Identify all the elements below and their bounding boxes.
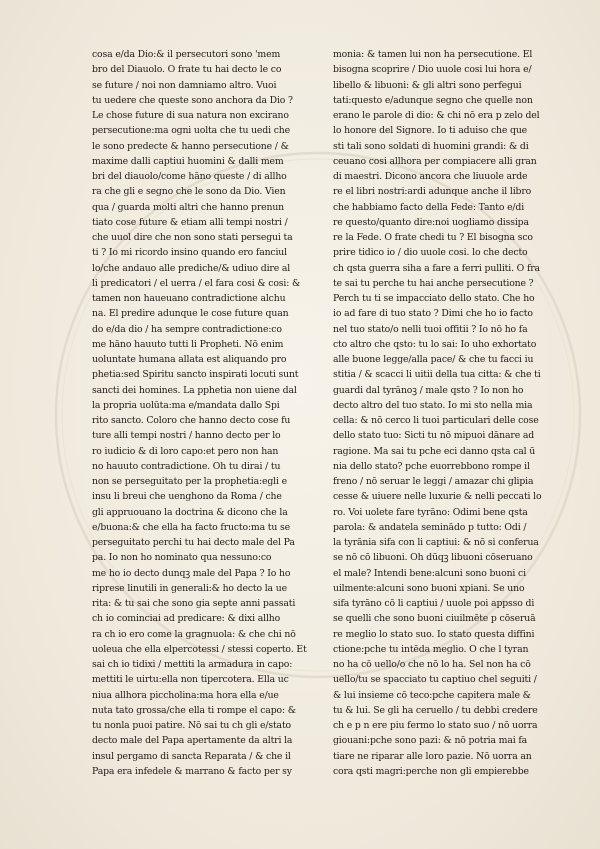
text-line: ture alli tempi nostri / hanno decto per lo xyxy=(92,430,281,442)
text-line: perseguitato perchi tu hai decto male del Pa xyxy=(92,537,295,548)
text-line: tamen non haueuano contradictione alchu xyxy=(92,293,286,304)
text-line: giouani:pche sono pazi: & nō potria mai fa xyxy=(333,735,528,747)
text-line: Le chose future di sua natura non excirano xyxy=(92,110,289,121)
text-line: se future / noi non damniamo altro. Vuoi xyxy=(92,79,277,91)
text-line: ragione. Ma sai tu pche eci danno qsta cal ū xyxy=(333,445,536,457)
text-line: tiare ne riparar alle loro pazie. Nō uorra an xyxy=(333,750,532,762)
text-line: non se perseguitato per la prophetia:egli e xyxy=(92,476,287,487)
text-line: stitia / & scacci li uitii della tua citta: & che ti xyxy=(333,369,541,381)
text-line: ro. Voi uolete fare tyrāno: Odimi bene qsta xyxy=(333,506,528,518)
text-line: uoleua che ella elpercotessi / stessi coperto. Et xyxy=(92,643,307,655)
text-line: cesse & uiuere nelle luxurie & nelli peccati lo xyxy=(333,491,542,503)
text-line: la tyrānia sifa con li captiui: & nō si conferua xyxy=(333,537,539,548)
text-line: e/buona:& che ella ha facto fructo:ma tu se xyxy=(92,521,290,533)
text-line: ra che gli e segno che le sono da Dio. Vien xyxy=(92,186,286,198)
text-line: phetia:sed Spiritu sancto inspirati locuti sunt xyxy=(92,369,299,381)
text-line: dello stato tuo: Sicti tu nō mipuoi dānare ad xyxy=(333,430,535,442)
text-line: sai ch io tidixi / mettiti la armadura in capo: xyxy=(92,659,293,670)
text-line: lo honore del Signore. Io ti aduiso che que xyxy=(333,125,528,137)
text-line: decto male del Papa apertamente da altri la xyxy=(92,735,293,747)
text-line: che uuol dire che non sono stati persegui ta xyxy=(92,232,293,243)
text-line: uilmente:alcuni sono buoni xpiani. Se uno xyxy=(333,582,525,594)
text-line: maxime dalli captiui huomini & dalli mem xyxy=(92,155,284,167)
text-line: no hauuto contradictione. Oh tu dirai / tu xyxy=(92,460,281,472)
text-line: riprese linutili in generali:& ho decto la ue xyxy=(92,582,287,594)
text-line: guardi dal tyrānoꝫ / male qsto ? Io non ho xyxy=(333,384,524,396)
text-line: che habbiamo facto della Fede: Tanto e/di xyxy=(333,201,525,213)
text-line: re questo/quanto dire:noi uogliamo dissipa xyxy=(333,216,529,228)
text-line: me hāno hauuto tutti li Propheti. Nō enim xyxy=(92,338,284,350)
text-line: li predicatori / el uerra / el fara cosi & cosi: & xyxy=(92,277,301,289)
text-line: le sono predecte & hanno persecutione / & xyxy=(92,140,289,152)
text-line: niua allhora piccholina:ma hora ella e/ue xyxy=(92,689,279,701)
text-line: freno / nō seruar le leggi / amazar chi glipia xyxy=(333,476,534,487)
text-line: no ha cō uello/o che nō lo ha. Sel non ha cō xyxy=(333,659,531,670)
text-line: cora qsti magri:perche non gli empierebbe xyxy=(333,765,529,777)
text-line: do e/da dio / ha sempre contradictione:co xyxy=(92,323,282,335)
text-line: ch e p n ere piu fermo lo stato suo / nō uorra xyxy=(333,720,538,731)
text-line: rito sancto. Coloro che hanno decto cose fu xyxy=(92,415,291,426)
text-line: uoluntate humana allata est aliquando pro xyxy=(92,354,287,365)
text-line: el male? Intendi bene:alcuni sono buoni ci xyxy=(333,567,526,579)
text-line: cella: & nō cerco li tuoi particulari delle cose xyxy=(333,415,539,426)
text-line: tati:questo e/adunque segno che quelle non xyxy=(333,94,533,106)
text-line: di maestri. Dicono ancora che liuuole arde xyxy=(333,171,528,182)
text-line: ti ? Io mi ricordo insino quando ero fanciul xyxy=(92,247,287,259)
text-line: ch qsta guerra siha a fare a ferri pulliti. O fra xyxy=(333,262,540,274)
text-line: re el libri nostri:ardi adunque anche il libro xyxy=(333,186,532,198)
text-line: erano le parole di dio: & chi nō era p zelo del xyxy=(333,110,540,121)
text-line: nia dello stato? pche euorrebbono rompe il xyxy=(333,460,530,472)
text-line: re la Fede. O frate chedi tu ? El bisogna sco xyxy=(333,232,533,243)
text-line: persecutione:ma ogni uolta che tu uedi che xyxy=(92,125,290,137)
text-line: cosa e/da Dio:& il persecutori sono 'mem xyxy=(92,49,281,60)
text-line: mettiti le uirtu:ella non tipercotera. Ella uc xyxy=(92,674,289,686)
text-line: parola: & andatela seminādo p tutto: Odi / xyxy=(333,521,527,533)
text-line: na. El predire adunque le cose future quan xyxy=(92,308,289,320)
text-line: lo/che andauo alle prediche/& udiuo dire al xyxy=(92,262,291,274)
text-line: libello & libuoni: & gli altri sono perfegui xyxy=(333,79,522,91)
text-line: se quelli che sono buoni ciuilmēte p cōseruā xyxy=(333,613,536,625)
text-line: uello/tu se spacciato tu captiuo chel seguiti / xyxy=(333,674,537,686)
text-line: la propria uolūta:ma e/mandata dallo Spi xyxy=(92,399,280,411)
text-line: tiato cose future & etiam alli tempi nostri / xyxy=(92,216,288,228)
text-line: bri del diauolo/come hāno queste / di allho xyxy=(92,171,287,182)
text-line: te sai tu perche tu hai anche persecutione ? xyxy=(333,277,534,289)
text-line: prire tidico io / dio uuole cosi. lo che decto xyxy=(333,247,528,259)
text-line: Papa era infedele & marrano & facto per sy xyxy=(92,765,292,777)
text-line: tu uedere che queste sono anchora da Dio ? xyxy=(92,94,293,106)
text-line: bro del Diauolo. O frate tu hai decto le co xyxy=(92,64,282,76)
text-line: rita: & tu sai che sono gia septe anni passati xyxy=(92,598,296,609)
text-line: insul pergamo di sancta Reparata / & che il xyxy=(92,750,291,762)
text-line: monia: & tamen lui non ha persecutione. El xyxy=(333,49,533,60)
text-line: sancti dei homines. La pphetia non uiene dal xyxy=(92,384,297,396)
text-line: ctione:pche tu intēda meglio. O che l tyran xyxy=(333,643,529,655)
text-line: & lui insieme cō teco:pche capitera male & xyxy=(333,689,531,701)
text-line: bisogna scoprire / Dio uuole cosi lui hora e/ xyxy=(333,64,532,76)
text-line: ra ch io ero come la gragnuola: & che chi nō xyxy=(92,628,296,640)
text-line: pa. Io non ho nominato qua nessuno:co xyxy=(92,552,272,564)
text-line: insu li breui che uenghono da Roma / che xyxy=(92,491,282,503)
text-line: qua / guarda molti altri che hanno prenun xyxy=(92,201,284,213)
text-line: sifa tyrāno cō li captiui / uuole poi appsso di xyxy=(333,598,535,609)
left-text-column xyxy=(92,47,330,779)
text-line: se nō cō libuoni. Oh dūqꝫ libuoni cōseruano xyxy=(333,552,533,564)
text-line: gli appruouano la doctrina & dicono che la xyxy=(92,506,288,518)
text-line: io ad fare di tuo stato ? Dimi che ho io facto xyxy=(333,308,533,320)
text-line: sti tali sono soldati di huomini grandi: & di xyxy=(333,140,529,152)
text-line: me ho io decto dunqꝫ male del Papa ? Io ho xyxy=(92,567,291,579)
text-line: alle buone legge/alla pace/ & che tu facci iu xyxy=(333,354,534,365)
text-line: Perch tu ti se impacciato dello stato. Che ho xyxy=(333,293,535,304)
text-line: tu nonla puoi patire. Nō sai tu ch gli e/stato xyxy=(92,720,291,731)
text-line: decto altro del tuo stato. Io mi sto nella mia xyxy=(333,399,533,411)
text-line: ch io cominciai ad predicare: & dixi allho xyxy=(92,613,281,625)
text-line: nel tuo stato/o nelli tuoi offitii ? Io nō ho fa xyxy=(333,323,528,335)
text-line: re meglio lo stato suo. Io stato questa diffini xyxy=(333,628,535,640)
text-line: tu & lui. Se gli ha ceruello / tu debbi credere xyxy=(333,704,538,716)
text-line: cto altro che qsto: tu lo sai: Io uho exhortato xyxy=(333,338,537,350)
text-line: ceuano cosi allhora per compiacere alli gran xyxy=(333,155,537,167)
right-text-column xyxy=(333,47,571,779)
text-line: nuta tato grossa/che ella ti rompe el capo: & xyxy=(92,704,296,716)
text-line: ro iudicio & di loro capo:et pero non han xyxy=(92,445,279,457)
